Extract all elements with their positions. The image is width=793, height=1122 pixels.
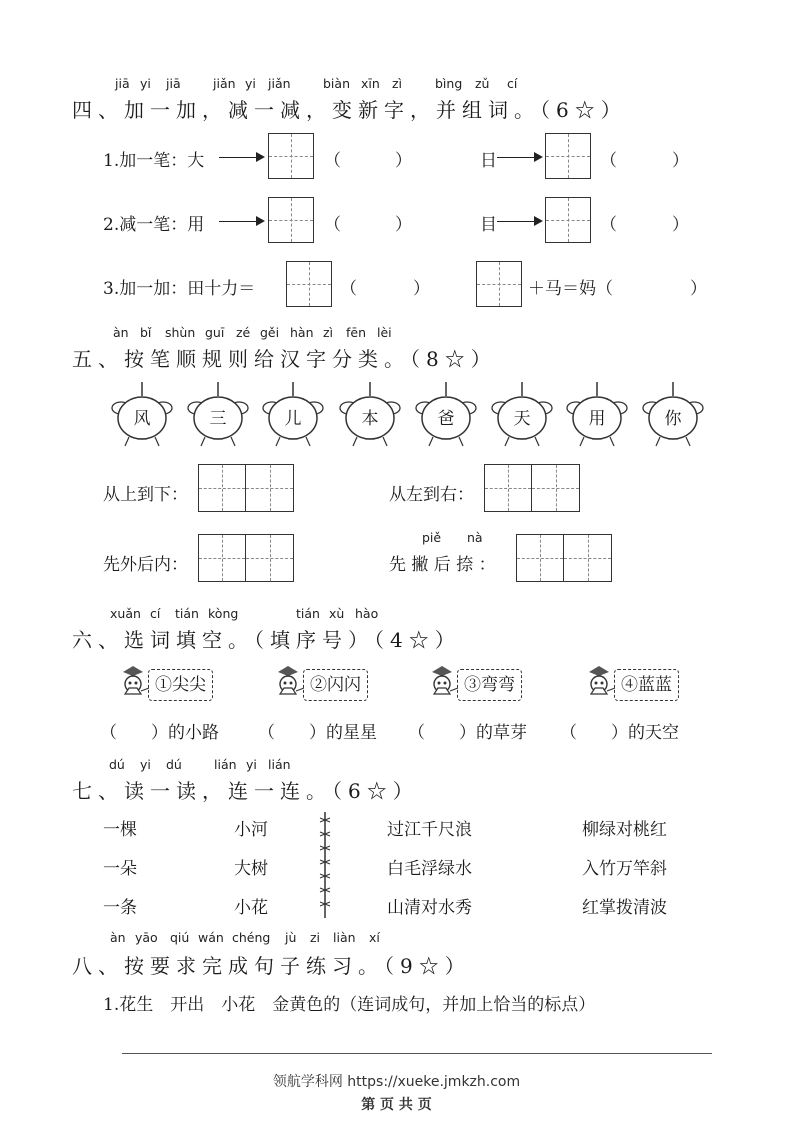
pinyin: hàn bbox=[290, 325, 314, 340]
blank-phrase: （ ）的星星 bbox=[258, 723, 377, 743]
paren-open: （ bbox=[340, 279, 357, 299]
paren-close: ） bbox=[690, 279, 707, 299]
section-title: 五、按笔顺规则给汉字分类。（8☆） bbox=[72, 347, 497, 371]
section-title: 八、按要求完成句子练习。（9☆） bbox=[72, 954, 471, 978]
pinyin: liàn bbox=[333, 930, 356, 945]
pinyin: lèi bbox=[377, 325, 392, 340]
match-item[interactable]: 入竹万竿斜 bbox=[582, 859, 667, 879]
match-item[interactable]: 红掌拨清波 bbox=[582, 898, 667, 918]
pinyin: zé bbox=[236, 325, 251, 340]
row-label: 3.加一加：田十力＝ bbox=[103, 279, 256, 299]
pinyin: piě bbox=[422, 530, 442, 545]
answer-box[interactable] bbox=[476, 261, 522, 307]
paren-close: ） bbox=[395, 215, 412, 235]
pinyin: hào bbox=[355, 606, 379, 621]
lantern-char: 风 bbox=[133, 409, 151, 429]
pinyin: shùn bbox=[165, 325, 196, 340]
paren-close: ） bbox=[672, 215, 689, 235]
pinyin: gěi bbox=[260, 325, 280, 340]
section-title: 四、加一加，减一减，变新字，并组词。（6☆） bbox=[72, 98, 627, 122]
pinyin: bìng bbox=[435, 76, 463, 91]
lantern-char-card bbox=[258, 382, 328, 448]
section-title: 六、选词填空。（填序号）（4☆） bbox=[72, 628, 461, 652]
pinyin: yi bbox=[245, 76, 256, 91]
pinyin: zì bbox=[323, 325, 334, 340]
pinyin: jiā bbox=[166, 76, 181, 91]
cartoon-icon bbox=[583, 664, 617, 704]
category-label: 先外后内： bbox=[103, 555, 188, 575]
pinyin: xí bbox=[369, 930, 380, 945]
pinyin: yi bbox=[246, 757, 257, 772]
blank-phrase: （ ）的小路 bbox=[100, 723, 219, 743]
row-label: ＋马＝妈（ bbox=[528, 279, 613, 299]
paren-close: ） bbox=[395, 151, 412, 171]
paren-close: ） bbox=[672, 151, 689, 171]
pinyin: zì bbox=[392, 76, 403, 91]
row-label: 2.减一笔：用 bbox=[103, 215, 205, 235]
answer-grid[interactable] bbox=[198, 464, 294, 512]
word-option[interactable]: ②闪闪 bbox=[303, 669, 368, 701]
section-title: 七、读一读，连一连。（6☆） bbox=[72, 779, 419, 803]
pinyin: tián bbox=[296, 606, 320, 621]
paren-open: （ bbox=[600, 151, 617, 171]
footer-site[interactable]: 领航学科网 https://xueke.jmkzh.com bbox=[272, 1074, 521, 1090]
row-label: 目 bbox=[480, 215, 497, 235]
pinyin: cí bbox=[507, 76, 518, 91]
pinyin: nà bbox=[467, 530, 483, 545]
match-item[interactable]: 一朵 bbox=[103, 859, 137, 879]
lantern-char-card bbox=[183, 382, 253, 448]
footer-page: 第 页 共 页 bbox=[361, 1097, 432, 1113]
pinyin: jiǎn bbox=[268, 76, 291, 91]
lantern-char-card bbox=[487, 382, 557, 448]
lantern-char: 本 bbox=[361, 409, 379, 429]
lantern-char: 三 bbox=[209, 409, 227, 429]
answer-box[interactable] bbox=[268, 133, 314, 179]
cartoon-icon bbox=[272, 664, 306, 704]
row-label: 日 bbox=[480, 151, 497, 171]
pinyin: lián bbox=[214, 757, 237, 772]
match-item[interactable]: 过江千尺浪 bbox=[387, 820, 472, 840]
match-item[interactable]: 小花 bbox=[234, 898, 268, 918]
footer-divider bbox=[122, 1053, 712, 1054]
paren-open: （ bbox=[324, 151, 341, 171]
pinyin: zi bbox=[310, 930, 321, 945]
pinyin: wán bbox=[198, 930, 224, 945]
pinyin: guī bbox=[205, 325, 225, 340]
divider-ornament bbox=[316, 812, 334, 918]
pinyin: yi bbox=[140, 76, 151, 91]
answer-box[interactable] bbox=[545, 133, 591, 179]
match-item[interactable]: 一条 bbox=[103, 898, 137, 918]
lantern-char-card bbox=[107, 382, 177, 448]
category-label: 先 撇 后 捺 ： bbox=[389, 555, 496, 575]
pinyin: kòng bbox=[208, 606, 239, 621]
category-label: 从左到右： bbox=[389, 485, 474, 505]
answer-box[interactable] bbox=[286, 261, 332, 307]
arrow-icon bbox=[219, 157, 263, 158]
pinyin: jiǎn bbox=[213, 76, 236, 91]
match-item[interactable]: 大树 bbox=[234, 859, 268, 879]
pinyin: chéng bbox=[232, 930, 271, 945]
blank-phrase: （ ）的草芽 bbox=[408, 723, 527, 743]
pinyin: àn bbox=[110, 930, 126, 945]
word-option[interactable]: ④蓝蓝 bbox=[614, 669, 679, 701]
pinyin: dú bbox=[166, 757, 182, 772]
lantern-char-card bbox=[638, 382, 708, 448]
match-item[interactable]: 白毛浮绿水 bbox=[387, 859, 472, 879]
lantern-char: 爸 bbox=[437, 409, 455, 429]
pinyin: lián bbox=[268, 757, 291, 772]
lantern-char: 天 bbox=[513, 409, 531, 429]
arrow-icon bbox=[219, 221, 263, 222]
pinyin: yāo bbox=[135, 930, 158, 945]
pinyin: àn bbox=[113, 325, 129, 340]
cartoon-icon bbox=[426, 664, 460, 704]
lantern-char: 用 bbox=[588, 409, 606, 429]
lantern-char: 儿 bbox=[284, 409, 302, 429]
answer-grid[interactable] bbox=[198, 534, 294, 582]
pinyin: jù bbox=[285, 930, 297, 945]
blank-phrase: （ ）的天空 bbox=[560, 723, 679, 743]
pinyin: cí bbox=[150, 606, 161, 621]
answer-grid[interactable] bbox=[484, 464, 580, 512]
paren-open: （ bbox=[600, 215, 617, 235]
cartoon-icon bbox=[117, 664, 151, 704]
question: 1.花生 开出 小花 金黄色的（连词成句，并加上恰当的标点） bbox=[103, 995, 596, 1015]
match-item[interactable]: 山清对水秀 bbox=[387, 898, 472, 918]
arrow-icon bbox=[497, 221, 541, 222]
paren-open: （ bbox=[324, 215, 341, 235]
pinyin: tián bbox=[175, 606, 199, 621]
pinyin: xīn bbox=[361, 76, 380, 91]
pinyin: zǔ bbox=[475, 76, 490, 91]
pinyin: qiú bbox=[170, 930, 190, 945]
lantern-char-card bbox=[335, 382, 405, 448]
pinyin: dú bbox=[109, 757, 125, 772]
arrow-icon bbox=[497, 157, 541, 158]
pinyin: biàn bbox=[323, 76, 350, 91]
row-label: 1.加一笔：大 bbox=[103, 151, 205, 171]
match-item[interactable]: 柳绿对桃红 bbox=[582, 820, 667, 840]
answer-box[interactable] bbox=[268, 197, 314, 243]
word-option[interactable]: ③弯弯 bbox=[457, 669, 522, 701]
pinyin: bǐ bbox=[140, 325, 152, 340]
answer-box[interactable] bbox=[545, 197, 591, 243]
lantern-char-card bbox=[562, 382, 632, 448]
word-option[interactable]: ①尖尖 bbox=[148, 669, 213, 701]
match-item[interactable]: 小河 bbox=[234, 820, 268, 840]
pinyin: yi bbox=[140, 757, 151, 772]
pinyin: jiā bbox=[115, 76, 130, 91]
paren-close: ） bbox=[413, 279, 430, 299]
category-label: 从上到下： bbox=[103, 485, 188, 505]
match-item[interactable]: 一棵 bbox=[103, 820, 137, 840]
pinyin: xuǎn bbox=[110, 606, 141, 621]
pinyin: fēn bbox=[346, 325, 367, 340]
lantern-char-card bbox=[411, 382, 481, 448]
answer-grid[interactable] bbox=[516, 534, 612, 582]
lantern-char: 你 bbox=[664, 409, 682, 429]
pinyin: xù bbox=[329, 606, 345, 621]
